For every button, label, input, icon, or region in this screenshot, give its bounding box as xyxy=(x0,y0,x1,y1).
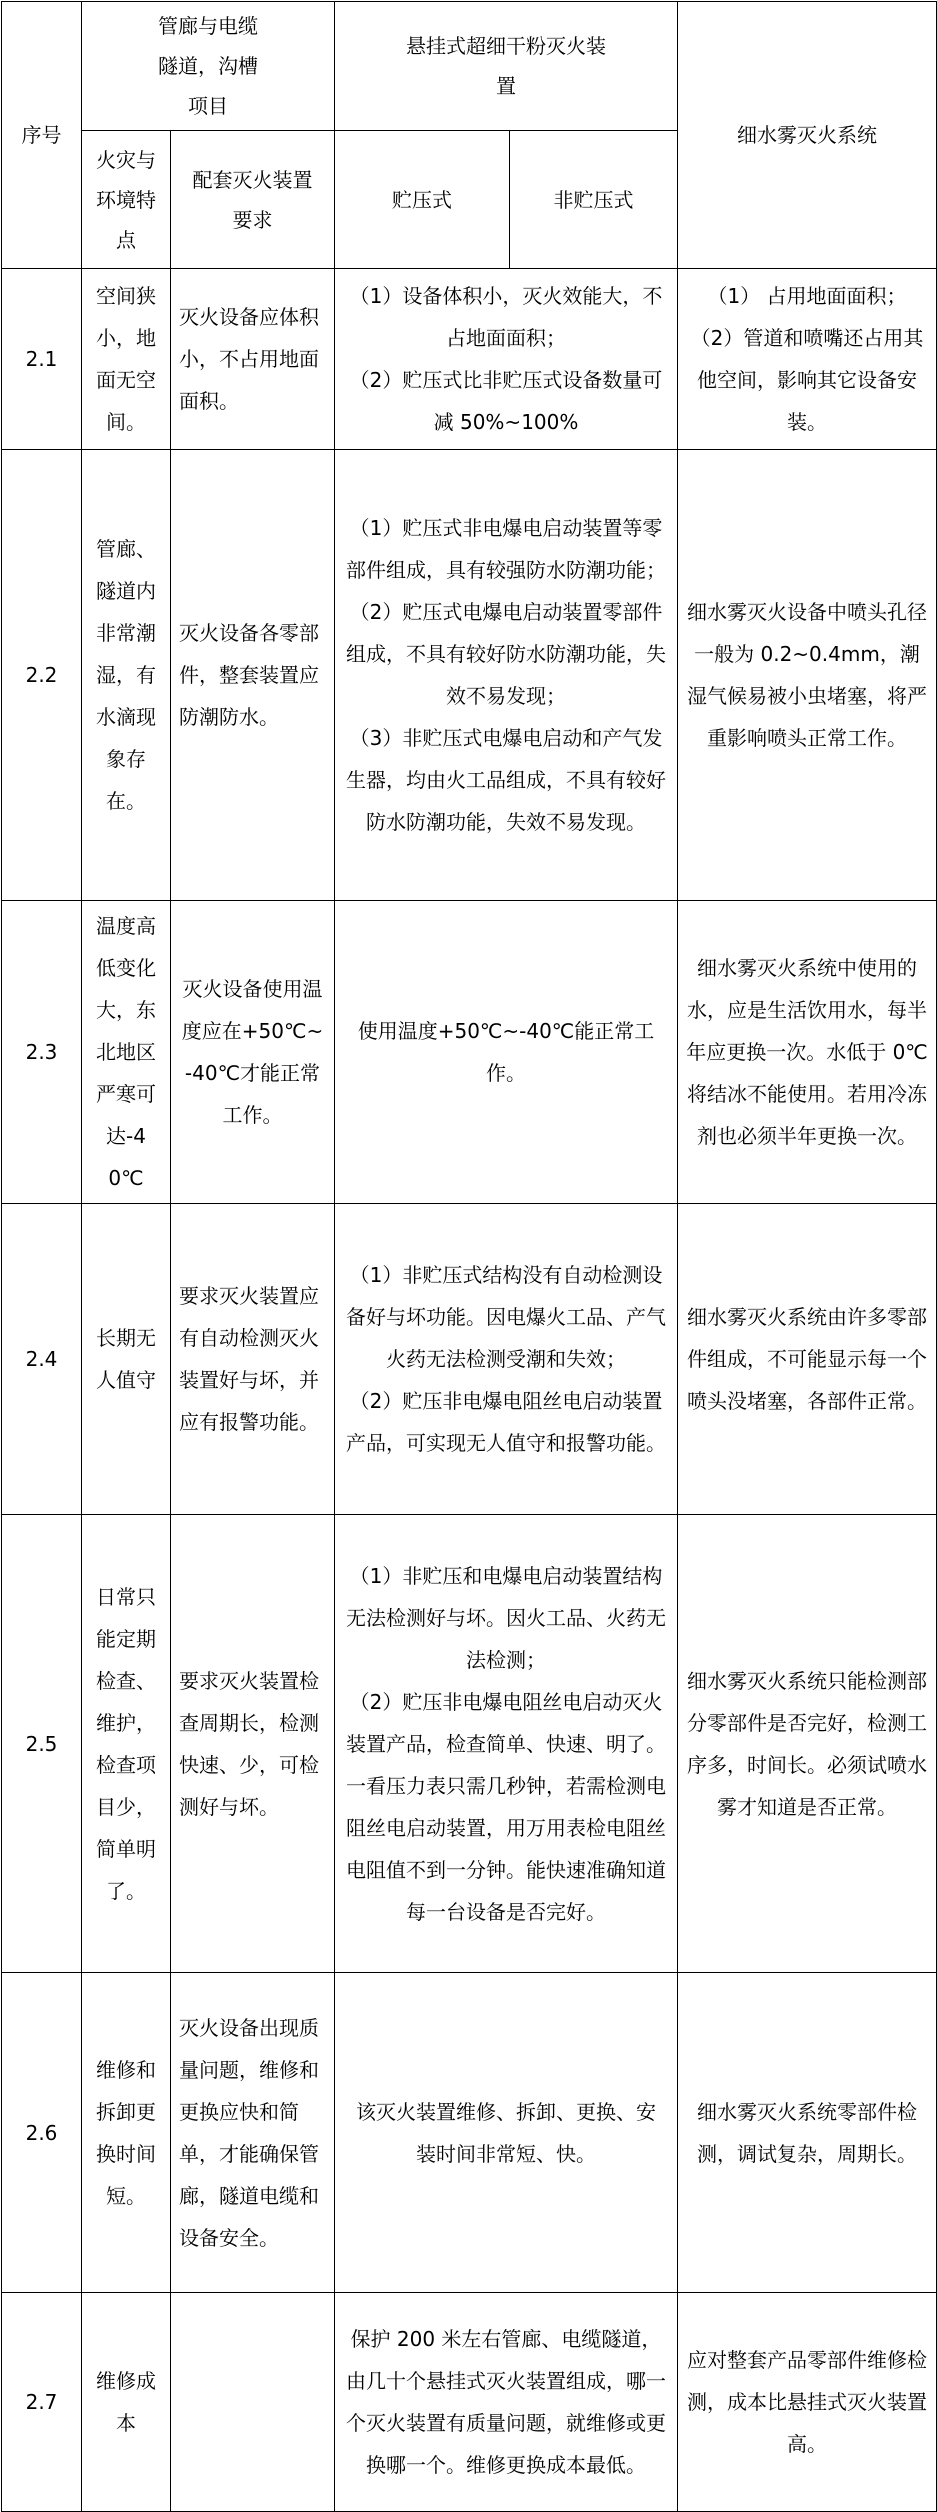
suspended-point: （3）非贮压式电爆电启动和产气发生器，均由火工品组成，不具有较好防水防潮功能，失效不易发现。 xyxy=(346,726,666,834)
header-project: 管廊与电缆隧道，沟槽项目 xyxy=(82,2,335,131)
row-mist: 细水雾灭火系统中使用的水，应是生活饮用水，每半年应更换一次。水低于 0℃将结冰不能使用。若用冷冻剂也必须半年更换一次。 xyxy=(678,901,937,1204)
row-suspended xyxy=(335,1204,678,1515)
table-row xyxy=(2,450,937,901)
header-non-stored: 非贮压式 xyxy=(510,131,678,269)
row-id: 2.2 xyxy=(2,450,82,901)
row-suspended: 使用温度+50℃~-40℃能正常工作。 xyxy=(335,901,678,1204)
row-feature: 维修成本 xyxy=(82,2293,171,2512)
row-id: 2.1 xyxy=(2,269,82,450)
header-feature: 火灾与环境特点 xyxy=(82,131,171,269)
suspended-point: （1）设备体积小，灭火效能大，不占地面面积； xyxy=(349,284,663,350)
table-row xyxy=(2,1973,937,2293)
header-seq: 序号 xyxy=(2,2,82,269)
row-feature: 长期无人值守 xyxy=(82,1204,171,1515)
suspended-point: （2）贮压非电爆电阻丝电启动装置产品，可实现无人值守和报警功能。 xyxy=(346,1389,666,1455)
header-suspended: 悬挂式超细干粉灭火装置 xyxy=(335,2,678,131)
row-mist xyxy=(678,269,937,450)
row-requirement: 灭火设备各零部件，整套装置应防潮防水。 xyxy=(171,450,335,901)
row-id: 2.4 xyxy=(2,1204,82,1515)
row-feature: 空间狭小，地面无空间。 xyxy=(82,269,171,450)
header-stored: 贮压式 xyxy=(335,131,510,269)
row-requirement: 灭火设备出现质量问题，维修和更换应快和简单，才能确保管廊，隧道电缆和设备安全。 xyxy=(171,1973,335,2293)
row-requirement: 要求灭火装置检查周期长，检测快速、少，可检测好与坏。 xyxy=(171,1515,335,1973)
suspended-point: （1）非贮压和电爆电启动装置结构无法检测好与坏。因火工品、火药无法检测； xyxy=(346,1563,666,1672)
row-mist: 细水雾灭火系统零部件检测，调试复杂，周期长。 xyxy=(678,1973,937,2293)
header-requirement: 配套灭火装置要求 xyxy=(171,131,335,269)
row-requirement xyxy=(171,2293,335,2512)
suspended-point: （2）贮压式比非贮压式设备数量可减 50%~100% xyxy=(349,368,663,434)
suspended-point: （1）贮压式非电爆电启动装置等零部件组成，具有较强防水防潮功能； xyxy=(346,516,666,582)
row-feature: 日常只能定期检查、维护，检查项目少，简单明了。 xyxy=(82,1515,171,1973)
row-mist: 细水雾灭火系统只能检测部分零部件是否完好，检测工序多，时间长。必须试喷水雾才知道是否正常。 xyxy=(678,1515,937,1973)
row-feature: 温度高低变化大，东北地区严寒可达-40℃ xyxy=(82,901,171,1204)
table-row xyxy=(2,1515,937,1973)
suspended-point: （2）贮压非电爆电阻丝电启动灭火装置产品，检查简单、快速、明了。一看压力表只需几秒钟，若需检测电阻丝电启动装置，用万用表检电阻丝电阻值不到一分钟。能快速准确知道每一台设备是否完好。 xyxy=(346,1689,666,1924)
comparison-table xyxy=(1,1,937,2512)
row-mist: 细水雾灭火系统由许多零部件组成，不可能显示每一个喷头没堵塞，各部件正常。 xyxy=(678,1204,937,1515)
row-id: 2.7 xyxy=(2,2293,82,2512)
row-suspended: 该灭火装置维修、拆卸、更换、安装时间非常短、快。 xyxy=(335,1973,678,2293)
header-mist: 细水雾灭火系统 xyxy=(678,2,937,269)
mist-point: （2）管道和喷嘴还占用其他空间，影响其它设备安装。 xyxy=(690,326,924,434)
table-row xyxy=(2,1204,937,1515)
mist-point: （1） 占用地面面积； xyxy=(707,284,907,308)
row-mist: 应对整套产品零部件维修检测，成本比悬挂式灭火装置高。 xyxy=(678,2293,937,2512)
table-row xyxy=(2,2293,937,2512)
row-suspended xyxy=(335,269,678,450)
row-feature: 维修和拆卸更换时间短。 xyxy=(82,1973,171,2293)
row-requirement: 要求灭火装置应有自动检测灭火装置好与坏，并应有报警功能。 xyxy=(171,1204,335,1515)
row-feature: 管廊、隧道内非常潮湿，有水滴现象存在。 xyxy=(82,450,171,901)
row-mist: 细水雾灭火设备中喷头孔径一般为 0.2~0.4mm，潮湿气候易被小虫堵塞，将严重影响喷头正常工作。 xyxy=(678,450,937,901)
row-requirement: 灭火设备应体积小，不占用地面面积。 xyxy=(171,269,335,450)
row-id: 2.6 xyxy=(2,1973,82,2293)
row-suspended: 保护 200 米左右管廊、电缆隧道，由几十个悬挂式灭火装置组成，哪一个灭火装置有质量问题，就维修或更换哪一个。维修更换成本最低。 xyxy=(335,2293,678,2512)
header-row-1 xyxy=(2,2,937,131)
row-id: 2.3 xyxy=(2,901,82,1204)
row-requirement: 灭火设备使用温度应在+50℃~-40℃才能正常工作。 xyxy=(171,901,335,1204)
table-row xyxy=(2,269,937,450)
row-id: 2.5 xyxy=(2,1515,82,1973)
suspended-point: （2）贮压式电爆电启动装置零部件组成，不具有较好防水防潮功能，失效不易发现； xyxy=(346,600,666,708)
table-row xyxy=(2,901,937,1204)
suspended-point: （1）非贮压式结构没有自动检测设备好与坏功能。因电爆火工品、产气火药无法检测受潮和失效； xyxy=(346,1263,666,1371)
row-suspended xyxy=(335,450,678,901)
row-suspended xyxy=(335,1515,678,1973)
